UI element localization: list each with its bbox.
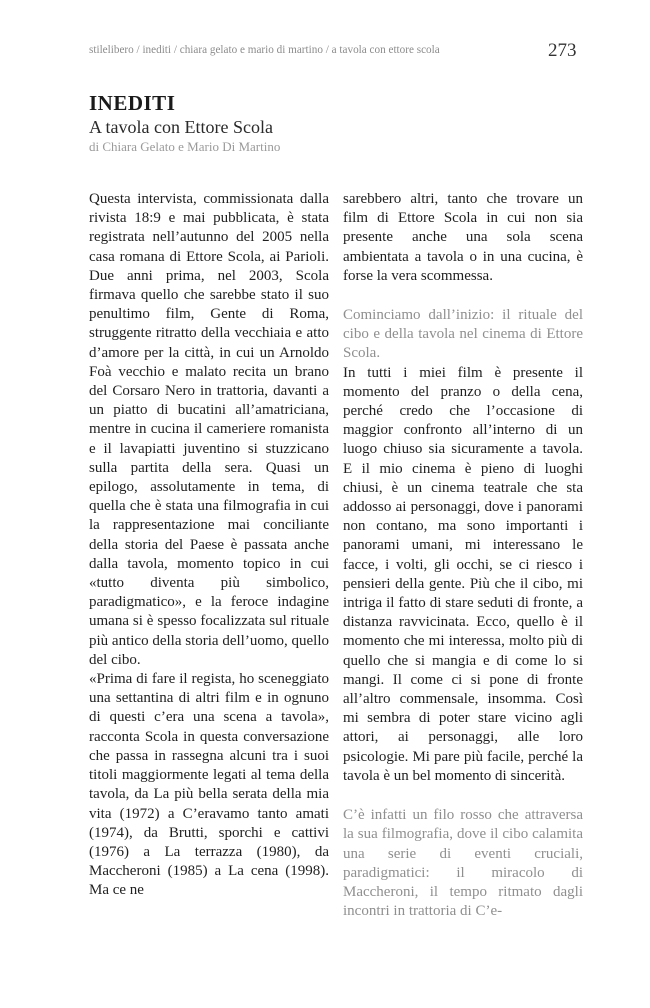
article-byline: di Chiara Gelato e Mario Di Martino [89,139,281,154]
right-column [343,190,583,921]
quote-paragraph: «Prima di fare il regista, ho sceneggiato una settantina di altri film e in ognuno di questi c’era una scena a tavola», racconta Scola in questa conversazione che passa in rassegna alcuni tra i suoi titoli maggiormente legati al tema della tavola, da La più bella serata della mia vita (1972) a C’eravamo tanto amati (1974), da Brutti, sporchi e cattivi (1976) a La terrazza (1980), da Maccheroni (1985) a La cena (1998). Ma ce ne [89,671,329,899]
interview-question-1: Cominciamo dall’inizio: il rituale del cibo e della tavola nel cinema di Ettore Scola. [343,307,583,362]
intro-paragraph: Questa intervista, commissionata dalla rivista 18:9 e mai pubblicata, è stata registrata nell’autunno del 2005 nella casa romana di Ettore Scola, ai Parioli. Due anni prima, nel 2003, Scola firmava quello che sarebbe stato il suo penultimo film, Gente di Roma, struggente ritratto della vecchiaia e atto d’amore per la città, in cui un Arnoldo Foà vecchio e malato recita un brano del Corsaro Nero in trattoria, davanti a un piatto di bucatini all’amatriciana, mentre in cucina il cameriere romanista e il lavapiatti juventino si stuzzicano sulla partita della sera. Quasi un epilogo, assolutamente in tema, di quella che è stata una filmografia in cui la rappresentazione mai conciliante della storia del Paese è passata anche dalla tavola, momento topico in cui «tutto diventa più simbolico, paradigmatico», e la feroce indagine umana si è spesso focalizzata sul rituale più antico della storia dell’uomo, quello del cibo. [89,191,329,668]
interview-answer-1: In tutti i miei film è presente il momento del pranzo o della cena, perché credo che l’occasione di maggior confronto all’interno di un luogo chiuso sia sicuramente a tavola. E il mio cinema è pieno di luoghi chiusi, è un cinema teatrale che sta addosso ai personaggi, dove i panorami non contano, ma sono importanti i panorami umani, mi interessano le facce, i volti, gli occhi, se ci riesco i pensieri della gente. Più che il cibo, mi intriga il fatto di stare seduti di fronte, a distanza ravvicinata. Ecco, quello è il momento che mi interessa, molto più di quello che si mangia e di come lo si mangi. Il come ci si pone di fronte all’altro commensale, insomma. Così mi sembra di poter stare vicino agli attori, ai personaggi, alle loro psicologie. Mi pare più facile, perché la tavola è un bel momento di sincerità. [343,364,583,784]
interview-question-2: C’è infatti un filo rosso che attraversa la sua filmografia, dove il cibo calamita una serie di eventi cruciali, paradigmatici: il miracolo di Maccheroni, il tempo ritmato dagli incontri in trattoria di C’e- [343,807,583,920]
running-head: stilelibero / inediti / chiara gelato e mario di martino / a tavola con ettore scola [89,44,440,56]
page-number: 273 [548,40,577,61]
section-heading: INEDITI [89,91,176,115]
article-title: A tavola con Ettore Scola [89,117,273,137]
left-column [89,190,329,901]
continued-paragraph: sarebbero altri, tanto che trovare un film di Ettore Scola in cui non sia presente anche una sola scena ambientata a tavola o in una cucina, è forse la vera scommessa. [343,191,583,284]
